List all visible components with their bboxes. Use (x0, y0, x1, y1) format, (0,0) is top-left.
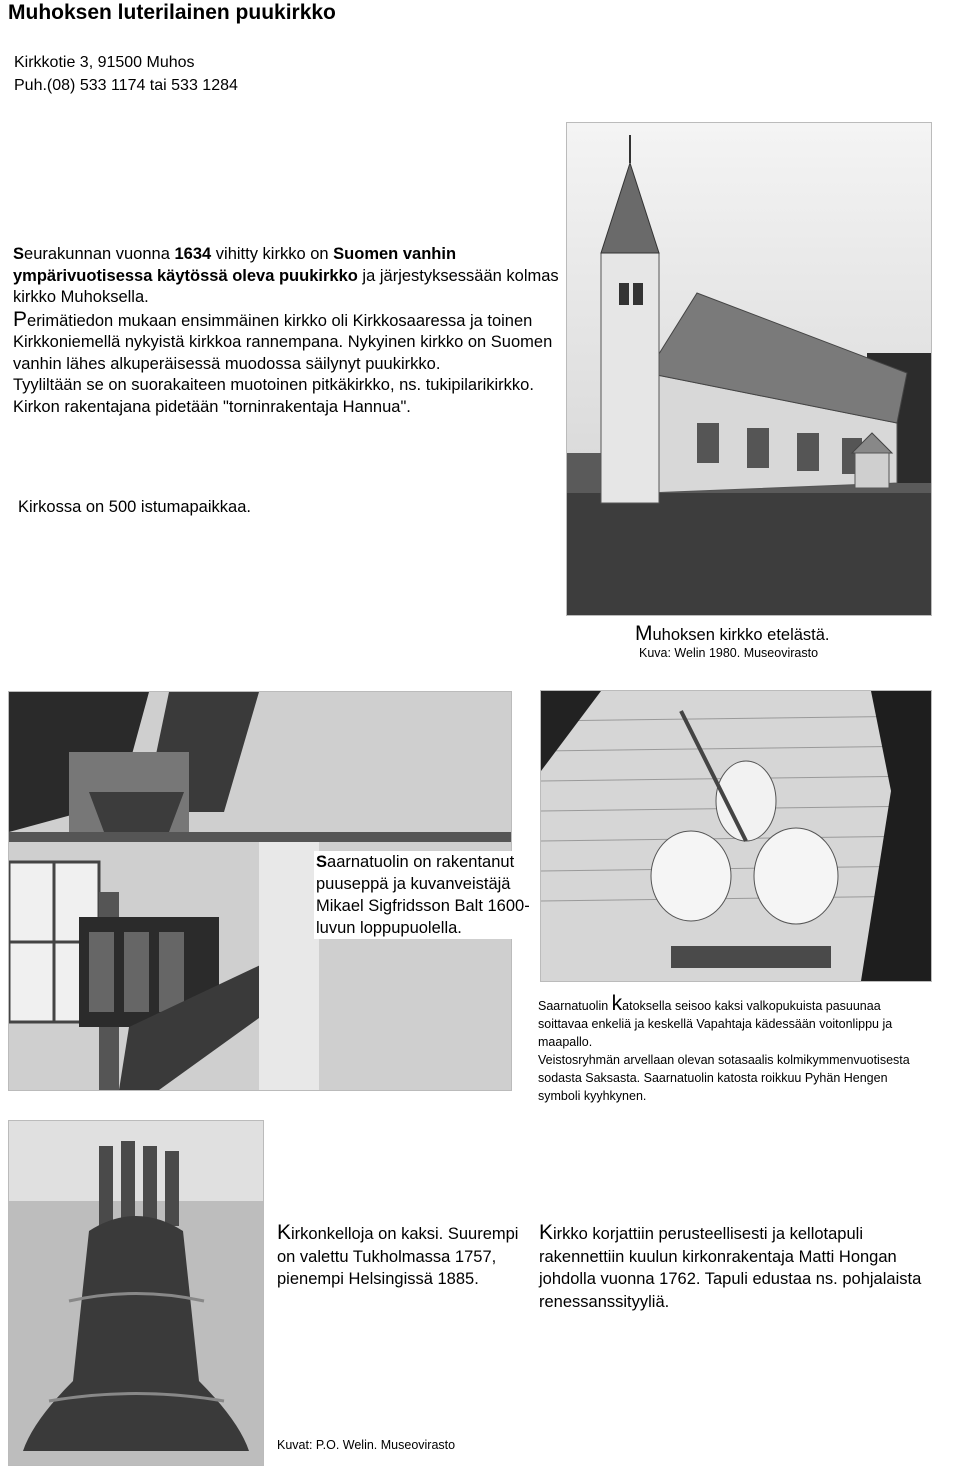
drop-initial: S (13, 245, 25, 263)
pulpit-text: Saarnatuolin on rakentanut puuseppä ja kuvanveistäjä Mikael Sigfridsson Balt 1600-luvun loppupuolella. (314, 851, 536, 939)
church-photo-credit: Kuva: Welin 1980. Museovirasto (639, 646, 819, 660)
photos-credit: Kuvat: P.O. Welin. Museovirasto (277, 1438, 456, 1452)
page-title: Muhoksen luterilainen puukirkko (8, 1, 336, 24)
phone-numbers: Puh.(08) 533 1174 tai 533 1284 (14, 77, 238, 94)
intro-paragraph-2: Perimätiedon mukaan ensimmäinen kirkko oli Kirkkosaaressa ja toinen Kirkkoniemellä nykyistä kirkkoa rannempana. Nykyinen kirkko on Suomen vanhin lähes alkuperäisessä muodossa säilynyt puukirkko. (13, 307, 553, 373)
street-address: Kirkkotie 3, 91500 Muhos (14, 54, 195, 71)
church-photo-caption: Muhoksen kirkko etelästä. (635, 622, 830, 645)
drop-initial: P (13, 307, 28, 331)
bells-text: Kirkonkelloja on kaksi. Suurempi on valettu Tukholmassa 1757, pienempi Helsingissä 1885. (277, 1221, 519, 1288)
address-block (14, 51, 238, 97)
belltower-text: Kirkko korjattiin perusteellisesti ja kellotapuli rakennettiin kuulun kirkonrakentaja Matti Hongan johdolla vuonna 1762. Tapuli edustaa ns. pohjalaista renessanssityyliä. (539, 1221, 922, 1311)
intro-paragraph-4: Kirkon rakentajana pidetään "torninrakentaja Hannua". (13, 397, 411, 416)
seats-info: Kirkossa on 500 istumapaikkaa. (18, 498, 251, 516)
angels-sculpture-photo (540, 690, 932, 982)
intro-paragraph-3: Tyyliltään se on suorakaiteen muotoinen pitkäkirkko, ns. tukipilarikirkko. (13, 376, 534, 394)
church-photo (566, 122, 932, 616)
bell-photo (8, 1120, 264, 1466)
angels-text: Saarnatuolin katoksella seisoo kaksi valkopukuista pasuunaa soittavaa enkeliä ja keskellä Vapahtaja kädessään voitonlippu ja maapallo. Veistosryhmän arvellaan olevan sotasaalis kolmikymmenvuotisesta sodasta Saksasta. Saarnatuolin katosta roikkuu Pyhän Hengen symboli kyyhkynen. (538, 992, 910, 1103)
intro-paragraph-1: Seurakunnan vuonna 1634 vihitty kirkko on Suomen vanhin ympärivuotisessa käytössä oleva puukirkko ja järjestyksessään kolmas kirkko Muhoksella. (13, 245, 559, 306)
intro-text (13, 244, 573, 418)
